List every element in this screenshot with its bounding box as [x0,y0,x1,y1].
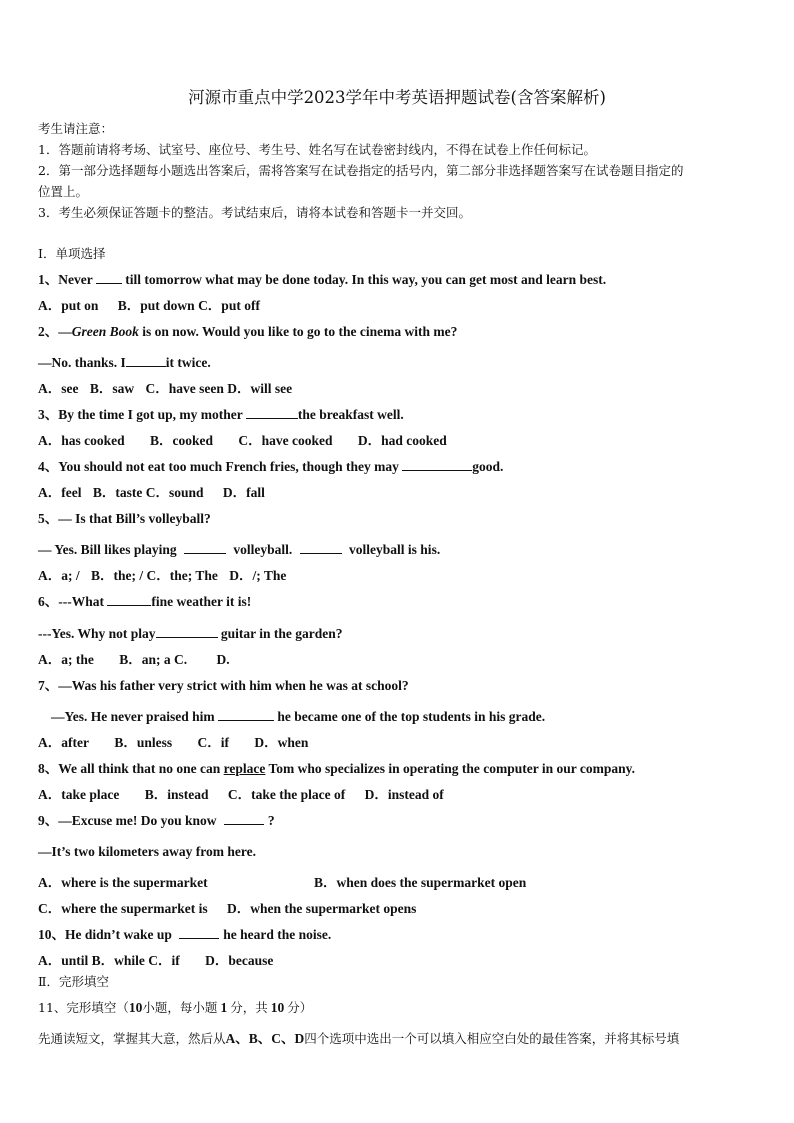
answer-blank [107,594,151,606]
question-8-options [38,787,444,803]
question-1-options [38,298,260,314]
option: A．has cooked [38,433,125,448]
option: C．have seen D．will see [145,381,293,396]
option: A．see [38,381,79,396]
question-7-options [38,735,308,751]
answer-blank [184,542,226,554]
notice-heading: 考生请注意： [38,121,114,136]
option: C．where the supermarket is [38,901,208,916]
option: A．after [38,735,89,750]
question-10: 10、He didn’t wake up he heard the noise. [38,927,332,942]
question-9-option-b: B．when does the supermarket open [314,875,527,890]
option: B．cooked [150,433,214,448]
option: D．when [254,735,309,750]
question-11: 11、完形填空（10小题，每小题 1 分，共 10 分） [38,1000,313,1015]
option: D．because [205,953,274,968]
option: A．a; the [38,652,94,667]
option: B．put down C．put off [117,298,260,313]
answer-blank [246,407,298,419]
notice-item-2: 2．第一部分选择题每小题选出答案后，需将答案写在试卷指定的括号内，第二部分非选择题答案写在试卷题目指定的 [38,163,684,178]
page-title: 河源市重点中学2023学年中考英语押题试卷(含答案解析) [188,88,606,107]
answer-blank [218,709,274,721]
option: A．take place [38,787,120,802]
option: B．unless [114,735,173,750]
question-9-options-cd [38,901,416,917]
question-5: 5、— Is that Bill’s volleyball? [38,511,211,526]
notice-item-1: 1．答题前请将考场、试室号、座位号、考生号、姓名写在试卷密封线内，不得在试卷上作任何标记。 [38,142,596,157]
answer-blank [179,927,219,939]
question-2: 2、—Green Book is on now. Would you like to go to the cinema with me? [38,324,458,339]
answer-blank [156,626,218,638]
question-10-options [38,953,273,969]
question-2-options [38,381,292,397]
option: B．the; / C．the; The [91,568,218,583]
notice-item-3: 3．考生必须保证答题卡的整洁。考试结束后，请将本试卷和答题卡一并交回。 [38,205,471,220]
option: B．an; a C. [119,652,188,667]
question-6-options [38,652,230,668]
question-2-reply: —No. thanks. I it twice. [38,355,211,370]
question-4-options [38,485,265,501]
question-1: 1、Never till tomorrow what may be done today. In this way, you can get most and learn best. [38,272,607,287]
underlined-word: replace [223,761,266,776]
option: A．feel [38,485,82,500]
option: B．saw [89,381,135,396]
notice-item-2-cont: 位置上。 [38,184,89,199]
question-9: 9、—Excuse me! Do you know ? [38,813,275,828]
option: D. [216,652,230,667]
question-9-reply: —It’s two kilometers away from here. [38,844,256,859]
question-7: 7、—Was his father very strict with him when he was at school? [38,678,409,693]
question-9-option-a: A．where is the supermarket [38,875,208,890]
option: B．taste C．sound [92,485,204,500]
option: C．take the place of [227,787,346,802]
option: D．fall [222,485,265,500]
option: B．instead [144,787,209,802]
option: D．when the supermarket opens [226,901,417,916]
option: D．had cooked [357,433,447,448]
question-4: 4、You should not eat too much French fries, though they may good. [38,459,504,474]
answer-blank [96,272,122,284]
answer-blank [300,542,342,554]
cloze-instruction: 先通读短文，掌握其大意，然后从A、B、C、D四个选项中选出一个可以填入相应空白处的最佳答案，并将其标号填 [38,1031,680,1046]
question-5-reply: — Yes. Bill likes playing volleyball. volleyball is his. [38,542,441,557]
answer-blank [224,813,264,825]
option: A．put on [38,298,99,313]
section-heading-single-choice: Ⅰ．单项选择 [38,246,106,261]
answer-blank [126,355,166,367]
question-6-reply: ---Yes. Why not play guitar in the garden? [38,626,343,641]
section-heading-cloze: Ⅱ．完形填空 [38,974,109,989]
question-5-options [38,568,286,584]
question-3-options [38,433,447,449]
question-8: 8、We all think that no one can replace Tom who specializes in operating the computer in our company. [38,761,636,776]
option: C．have cooked [238,433,333,448]
answer-blank [402,459,472,471]
option: D．instead of [364,787,444,802]
option: D．/; The [229,568,287,583]
question-7-reply: —Yes. He never praised him he became one of the top students in his grade. [51,709,546,724]
option: C．if [197,735,230,750]
question-3: 3、By the time I got up, my mother the breakfast well. [38,407,404,422]
option: A．until B．while C．if [38,953,180,968]
option: A．a; / [38,568,80,583]
question-6: 6、---What fine weather it is! [38,594,252,609]
